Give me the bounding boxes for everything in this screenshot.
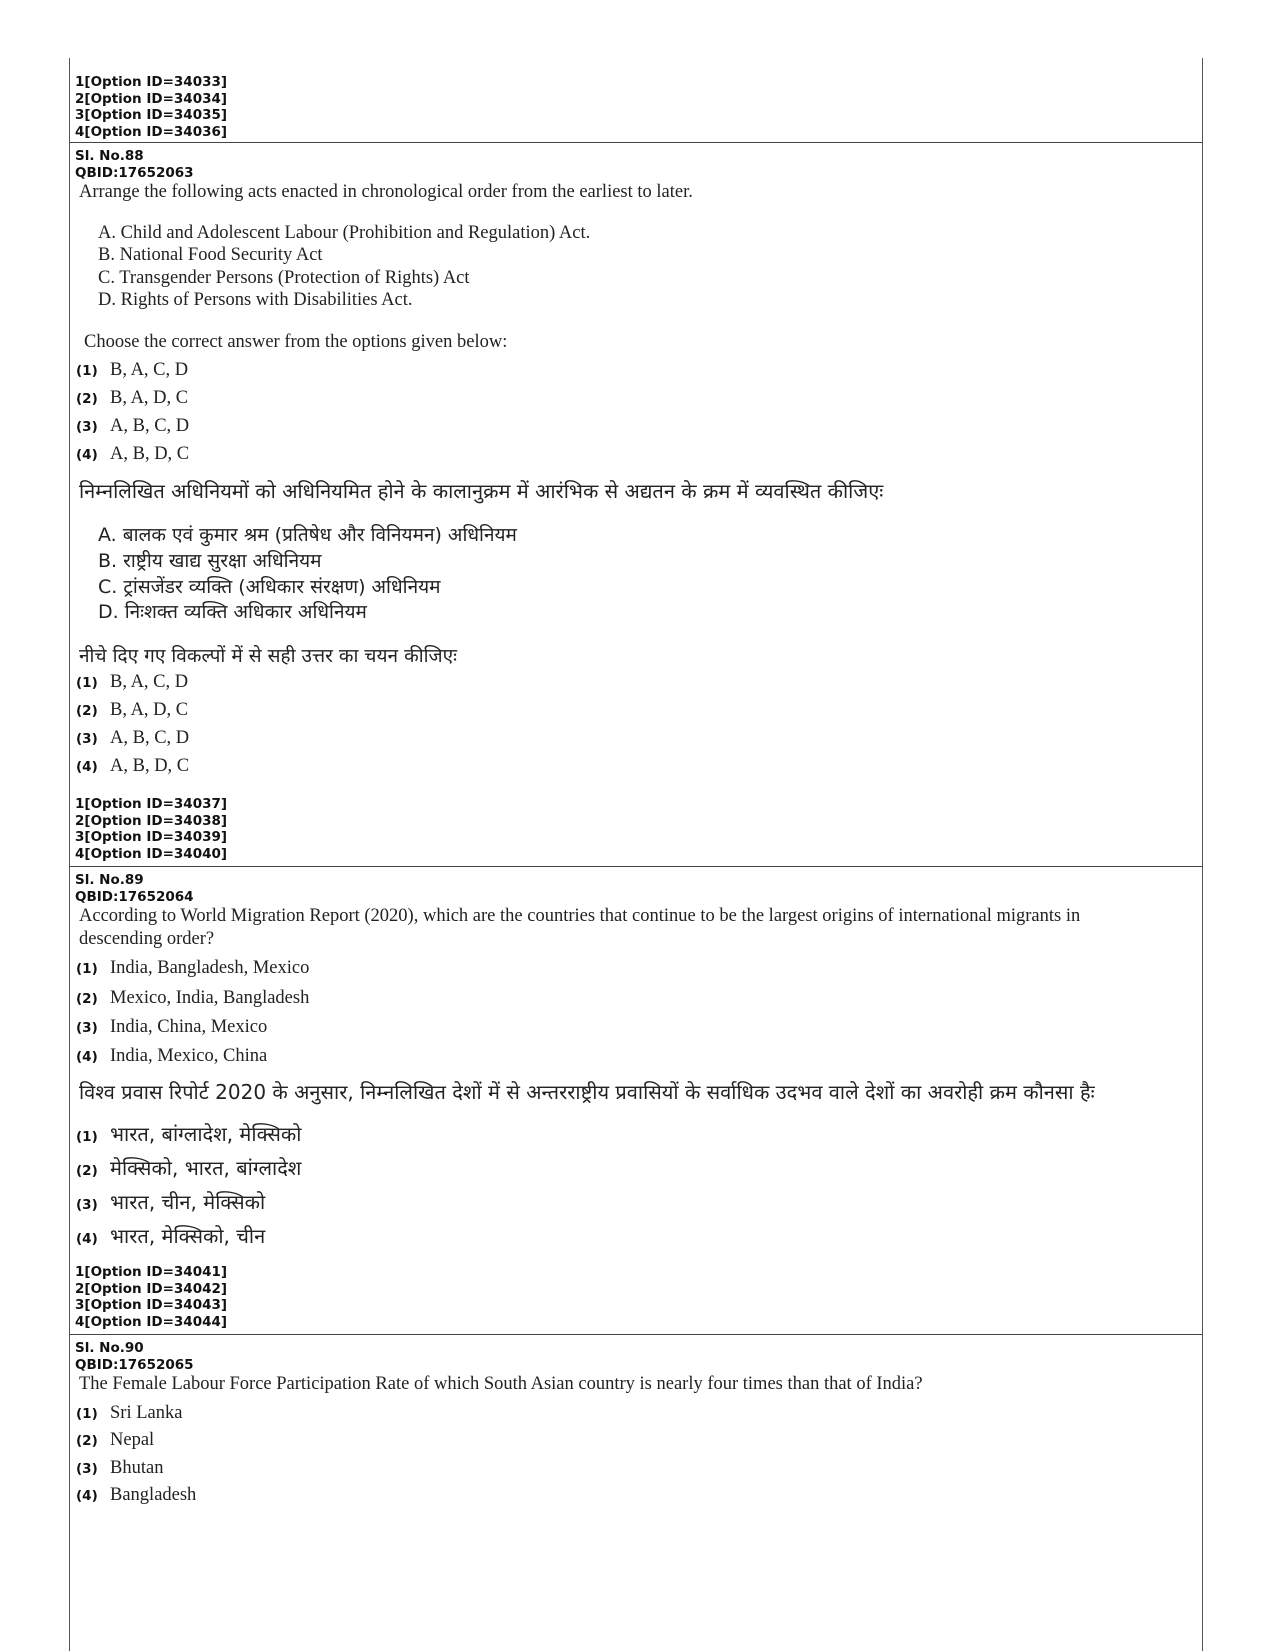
option-2[interactable] <box>76 1430 154 1451</box>
question-divider <box>70 1334 1202 1335</box>
option-text: Mexico, India, Bangladesh <box>110 988 310 1008</box>
q87-option-ids <box>75 74 227 140</box>
option-number: (2) <box>76 391 98 407</box>
option-id-line: 3[Option ID=34043] <box>75 1297 228 1313</box>
option-text: Sri Lanka <box>110 1403 183 1423</box>
serial-number: Sl. No.90 <box>75 1340 144 1356</box>
option-number: (1) <box>76 675 98 691</box>
statement-item-hindi: D. निःशक्त व्यक्ति अधिकार अधिनियम <box>98 601 367 623</box>
option-id-line: 1[Option ID=34041] <box>75 1264 228 1280</box>
option-1-hindi[interactable] <box>76 1120 301 1147</box>
statement-item-hindi: A. बालक एवं कुमार श्रम (प्रतिषेध और विनियमन) अधिनियम <box>98 524 517 546</box>
option-text: B, A, C, D <box>110 360 189 380</box>
option-text: भारत, मेक्सिको, चीन <box>110 1224 266 1248</box>
option-number: (1) <box>76 961 98 977</box>
option-2-hindi[interactable] <box>76 1154 301 1181</box>
option-number: (2) <box>76 1433 98 1449</box>
option-id-line: 1[Option ID=34037] <box>75 796 228 812</box>
option-id-line: 2[Option ID=34034] <box>75 90 228 107</box>
qbid: QBID:17652064 <box>75 888 194 905</box>
question-divider <box>70 142 1202 143</box>
option-number: (4) <box>76 759 98 775</box>
option-4[interactable] <box>76 1046 267 1067</box>
option-number: (1) <box>76 363 98 379</box>
option-id-line: 1[Option ID=34033] <box>75 74 228 90</box>
option-number: (3) <box>76 1461 98 1477</box>
option-4-hindi[interactable] <box>76 1222 265 1249</box>
option-number: (4) <box>76 1231 98 1247</box>
question-paper-frame <box>69 58 1203 1651</box>
option-text: Nepal <box>110 1430 155 1450</box>
q89-option-ids <box>75 1264 227 1330</box>
option-text: B, A, D, C <box>110 700 189 720</box>
q88-option-ids <box>75 796 227 862</box>
option-3[interactable] <box>76 416 189 437</box>
option-text: A, B, D, C <box>110 756 190 776</box>
option-1[interactable] <box>76 958 309 979</box>
question-text-english: The Female Labour Force Participation Rate of which South Asian country is nearly four times than that of India? <box>79 1374 923 1394</box>
option-1-hindi[interactable] <box>76 672 188 693</box>
option-3[interactable] <box>76 1458 163 1479</box>
option-text: India, China, Mexico <box>110 1017 268 1037</box>
option-number: (2) <box>76 991 98 1007</box>
option-text: मेक्सिको, भारत, बांग्लादेश <box>110 1156 302 1180</box>
question-text-english-line1: According to World Migration Report (2020), which are the countries that continue to be the largest origins of international migrants in <box>79 906 1081 926</box>
option-text: भारत, बांग्लादेश, मेक्सिको <box>110 1122 302 1146</box>
question-text-hindi: निम्नलिखित अधिनियमों को अधिनियमित होने के कालानुक्रम में आरंभिक से अद्यतन के क्रम में व्यवस्थित कीजिएः <box>79 479 884 503</box>
qbid: QBID:17652065 <box>75 1356 194 1373</box>
option-text: B, A, C, D <box>110 672 189 692</box>
question-text-english: Arrange the following acts enacted in chronological order from the earliest to later. <box>79 182 693 202</box>
option-3-hindi[interactable] <box>76 1188 265 1215</box>
option-4[interactable] <box>76 1485 196 1506</box>
option-text: India, Bangladesh, Mexico <box>110 958 310 978</box>
option-number: (4) <box>76 1049 98 1065</box>
option-text: Bhutan <box>110 1458 164 1478</box>
option-number: (3) <box>76 1197 98 1213</box>
option-id-line: 4[Option ID=34040] <box>75 845 228 862</box>
option-3[interactable] <box>76 1017 267 1038</box>
option-1[interactable] <box>76 360 188 381</box>
option-text: Bangladesh <box>110 1485 197 1505</box>
statement-item: C. Transgender Persons (Protection of Rights) Act <box>98 268 470 288</box>
option-2[interactable] <box>76 388 188 409</box>
option-id-line: 3[Option ID=34035] <box>75 107 228 123</box>
option-number: (3) <box>76 731 98 747</box>
option-text: A, B, C, D <box>110 728 190 748</box>
option-number: (4) <box>76 447 98 463</box>
option-3-hindi[interactable] <box>76 728 189 749</box>
serial-number: Sl. No.88 <box>75 148 144 164</box>
choose-instruction-hindi: नीचे दिए गए विकल्पों में से सही उत्तर का चयन कीजिएः <box>79 645 457 667</box>
option-4[interactable] <box>76 444 189 465</box>
option-text: भारत, चीन, मेक्सिको <box>110 1190 266 1214</box>
statement-item-hindi: B. राष्ट्रीय खाद्य सुरक्षा अधिनियम <box>98 550 322 572</box>
question-divider <box>70 866 1202 867</box>
statement-item-hindi: C. ट्रांसजेंडर व्यक्ति (अधिकार संरक्षण) अधिनियम <box>98 576 441 598</box>
option-number: (3) <box>76 1020 98 1036</box>
question-text-hindi: विश्व प्रवास रिपोर्ट 2020 के अनुसार, निम्नलिखित देशों में से अन्तरराष्ट्रीय प्रवासियों के सर्वाधिक उदभव वाले देशों का अवरोही क्रम कौनसा हैः <box>79 1080 1095 1104</box>
option-id-line: 2[Option ID=34038] <box>75 812 228 829</box>
option-number: (1) <box>76 1129 98 1145</box>
option-4-hindi[interactable] <box>76 756 189 777</box>
option-2-hindi[interactable] <box>76 700 188 721</box>
option-text: B, A, D, C <box>110 388 189 408</box>
option-id-line: 4[Option ID=34044] <box>75 1313 228 1330</box>
option-number: (4) <box>76 1488 98 1504</box>
option-1[interactable] <box>76 1403 182 1424</box>
option-number: (3) <box>76 419 98 435</box>
option-id-line: 3[Option ID=34039] <box>75 829 228 845</box>
serial-number: Sl. No.89 <box>75 872 144 888</box>
option-id-line: 2[Option ID=34042] <box>75 1280 228 1297</box>
option-text: India, Mexico, China <box>110 1046 268 1066</box>
option-number: (2) <box>76 703 98 719</box>
option-number: (2) <box>76 1163 98 1179</box>
statement-item: B. National Food Security Act <box>98 245 323 265</box>
option-id-line: 4[Option ID=34036] <box>75 123 228 140</box>
statement-item: D. Rights of Persons with Disabilities Act. <box>98 290 413 310</box>
qbid: QBID:17652063 <box>75 164 194 181</box>
statement-item: A. Child and Adolescent Labour (Prohibition and Regulation) Act. <box>98 223 591 243</box>
option-number: (1) <box>76 1406 98 1422</box>
option-text: A, B, D, C <box>110 444 190 464</box>
option-text: A, B, C, D <box>110 416 190 436</box>
question-text-english-line2: descending order? <box>79 929 215 949</box>
option-2[interactable] <box>76 988 309 1009</box>
choose-instruction-english: Choose the correct answer from the options given below: <box>84 332 508 352</box>
